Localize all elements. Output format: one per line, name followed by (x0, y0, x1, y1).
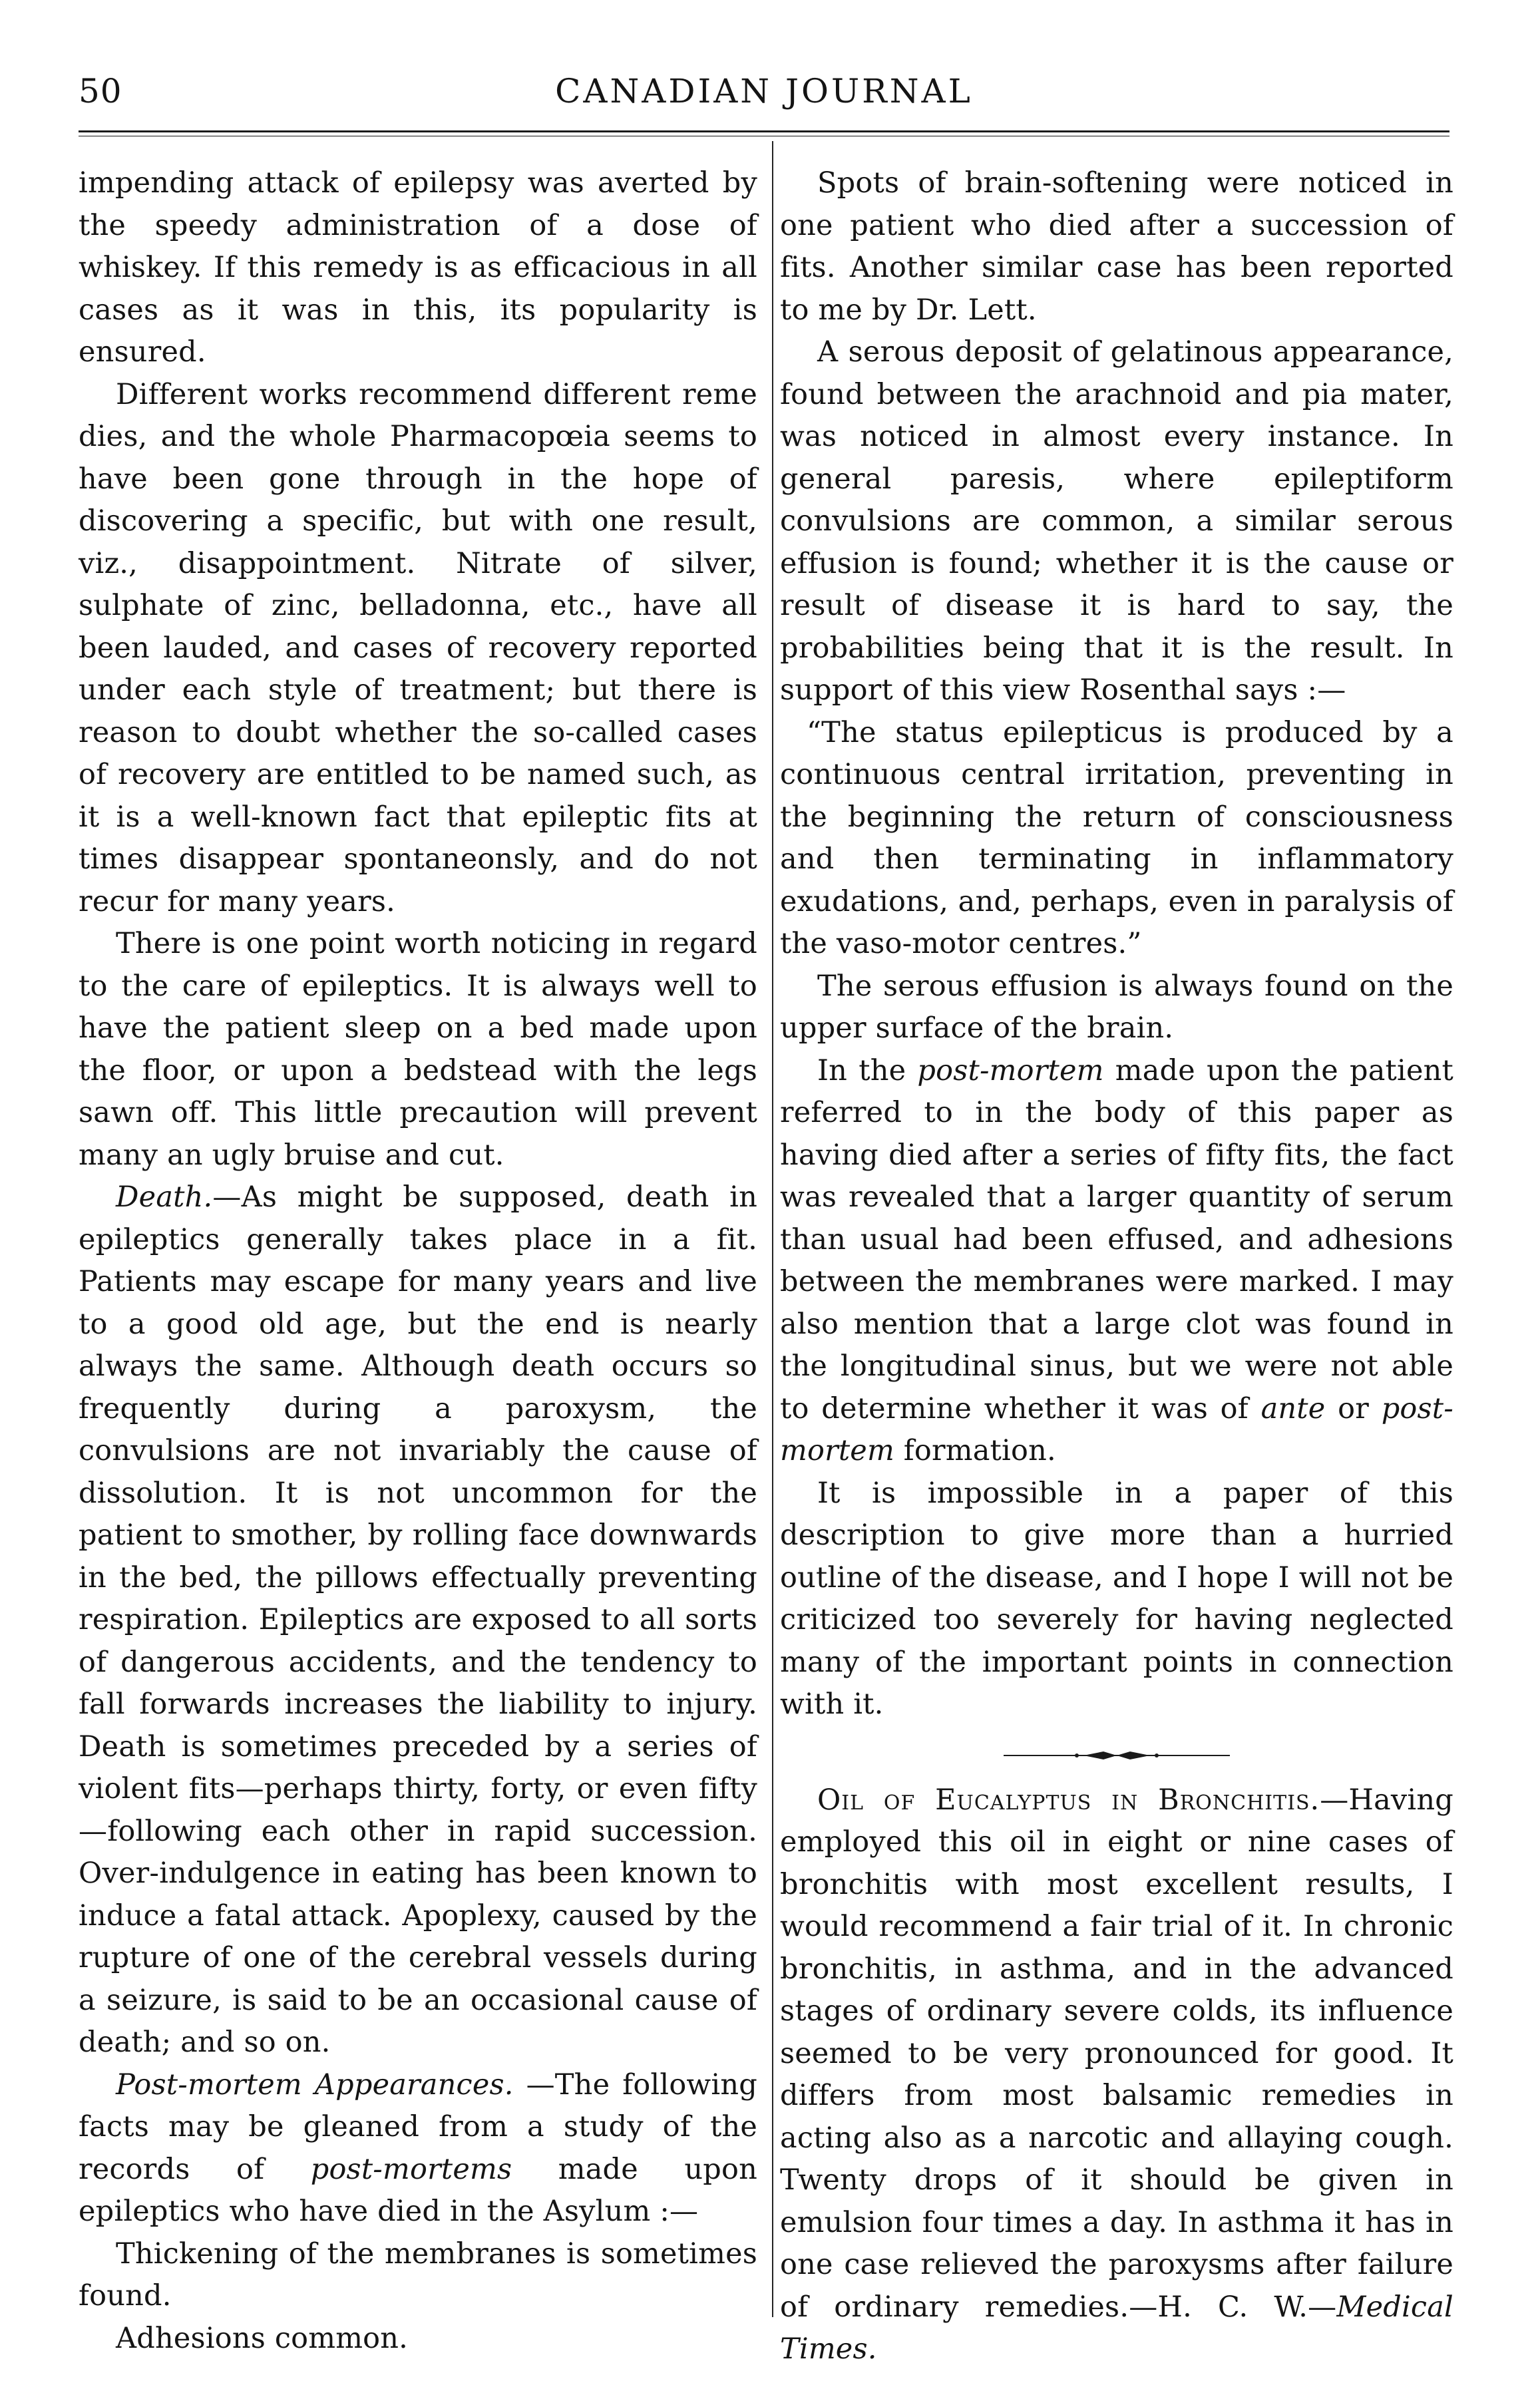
source-citation: Medical Times. (780, 2290, 1453, 2366)
italic-term: ante (1260, 1391, 1326, 1425)
paragraph-text: —Having employed this oil in eight or nine cases of bronchitis with most excellent results, I would recommend a fair trial of it. In chronic bronchitis, in asthma, and in the advanced stages of ordinary severe colds, its influence seemed to be very pronounced for good. It differs from most balsamic remedies in acting also as a narcotic and allaying cough. Twenty drops of it should be given in emulsion four times a day. In asthma it has in one case relieved the paroxysms after failure of ordinary remedies.—H. C. W.— (780, 1783, 1453, 2324)
paragraph: There is one point worth noticing in regard to the care of epileptics. It is always well to have the patient sleep on a bed made upon the floor, or upon a bedstead with the legs sawn off. This little precaution will prevent many an ugly bruise and cut. (79, 927, 757, 1172)
paragraph-text: —As might be supposed, death in epileptics generally takes place in a fit. Patients may escape for many years and live to a good old age, but the end is nearly always the same. Although death occurs so frequently during a paroxysm, the convulsions are not invariably the cause of dissolution. It is not uncommon for the patient to smother, by rolling face downwards in the bed, the pillows effectually preventing respiration. Epileptics are exposed to all sorts of dangerous accidents, and the tendency to fall forwards increases the liability to injury. Death is sometimes preceded by a series of violent fits—perhaps thirty, forty, or even fifty—following each other in rapid succession. Over-indulgence in eating has been known to induce a fatal attack. Apoplexy, caused by the rupture of one of the cerebral vessels during a seizure, is said to be an occasional cause of death; and so on. (79, 1181, 757, 2059)
paragraph-death (79, 1177, 757, 2064)
paragraph-text: or (1325, 1391, 1382, 1425)
paragraph: It is impossible in a paper of this description to give more than a hurried outline of the disease, and I hope I will not be criticized too severely for having neglected many of the important points in connection with it. (780, 1476, 1453, 1721)
section-heading: Oil of Eucalyptus in Bronchitis. (817, 1783, 1320, 1817)
paragraph-text: made upon the patient referred to in the body of this paper as having died after a series of fifty fits, the fact was revealed that a larger quantity of serum than usual had been effused, and adhesions between the membranes were marked. I may also mention that a large clot was found in the longitudinal sinus, but we were not able to determine whether it was of (780, 1053, 1453, 1425)
italic-term: post-mortem (780, 1391, 1453, 1467)
paragraph-text: —The following facts may be gleaned from a study of the records of (79, 2068, 757, 2186)
page-number: 50 (79, 72, 122, 110)
paragraph-text: formation. (894, 1434, 1056, 1467)
page-header (79, 72, 1449, 125)
paragraph: impending attack of epilepsy was averted by the speedy administration of a dose of whiskey. If this remedy is as efficacious in all cases as it was in this, its popularity is ensured. (79, 166, 757, 369)
left-column (79, 162, 757, 2360)
paragraph: Adhesions common. (116, 2321, 409, 2355)
italic-term: post-mortem (917, 1053, 1104, 1087)
paragraph-eucalyptus (780, 1779, 1453, 2371)
paragraph: The serous effusion is always found on the upper surface of the brain. (780, 969, 1453, 1045)
right-column (780, 162, 1453, 2371)
paragraph: Thickening of the membranes is sometimes found. (79, 2237, 757, 2312)
italic-term: post-mortems (310, 2152, 512, 2186)
paragraph: Different works recommend different reme dies, and the whole Pharmacopœia seems to have been gone through in the hope of discovering a specific, but with one result, viz., disappointment. Nitrate of silver, sulphate of zinc, belladonna, etc., have all been lauded, and cases of recovery reported under each style of treatment; but there is reason to doubt whether the so-called cases of recovery are entitled to be named such, as it is a well-known fact that epileptic fits at times disappear spontaneonsly, and do not recur for many years. (79, 377, 757, 918)
paragraph-clot (780, 1050, 1453, 1473)
section-ornament (780, 1749, 1453, 1762)
section-heading: Death. (116, 1181, 213, 1214)
block-quote: “The status epilepticus is produced by a continuous central irritation, preventing in the beginning the return of consciousness and then terminating in inflammatory exudations, and, perhaps, even in paralysis of the vaso-motor centres.” (780, 715, 1453, 960)
column-divider (772, 141, 773, 2317)
header-rule (79, 130, 1449, 132)
running-head: CANADIAN JOURNAL (555, 72, 973, 110)
paragraph-text: made upon epileptics who have died in the Asylum :— (79, 2152, 757, 2228)
paragraph: Spots of brain-softening were noticed in one patient who died after a succession of fits. Another similar case has been reported to me by Dr. Lett. (780, 166, 1453, 327)
section-heading: Post-mortem Appearances. (116, 2068, 514, 2102)
ornament-rule (1004, 1749, 1230, 1762)
paragraph-post-mortem (79, 2064, 757, 2233)
paragraph: A serous deposit of gelatinous appearance, found between the arachnoid and pia mater, was noticed in almost every instance. In general paresis, where epileptiform convulsions are common, a similar serous effusion is found; whether it is the cause or result of disease it is hard to say, the probabilities being that it is the result. In support of this view Rosenthal says :— (780, 335, 1453, 707)
paragraph-text: In the (817, 1053, 918, 1087)
